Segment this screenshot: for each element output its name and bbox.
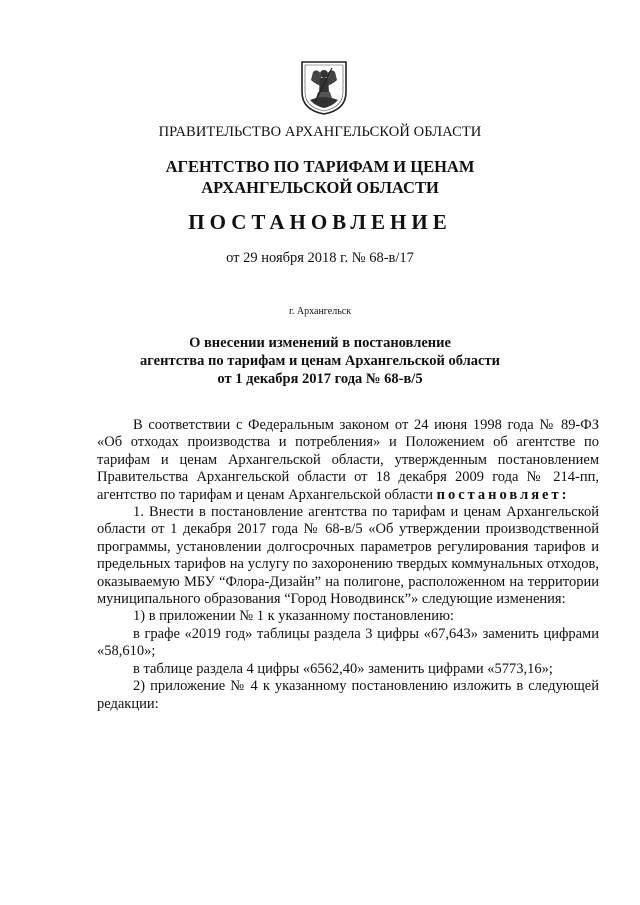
subitem-1a-paragraph: в графе «2019 год» таблицы раздела 3 цифры «67,643» заменить цифрами «58,610»; — [97, 625, 599, 660]
subitem-2-paragraph: 2) приложение № 4 к указанному постановлению изложить в следующей редакции: — [97, 678, 599, 712]
preamble-text: В соответствии с Федеральным законом от 24 июня 1998 года № 89-ФЗ «Об отходах производства и потребления» и Положением об агентстве по тарифам и ценам Архангельской области, утвержденным постановлением Правительства Архангельской области от 18 декабря 2009 года № 214-пп, агентство по тарифам и ценам Архангельской области — [97, 417, 599, 503]
subject-line: агентства по тарифам и ценам Архангельской области — [140, 353, 500, 369]
subject-line: от 1 декабря 2017 года № 68-в/5 — [217, 371, 423, 387]
preamble-paragraph — [97, 417, 599, 504]
agency-heading-line: АРХАНГЕЛЬСКОЙ ОБЛАСТИ — [201, 178, 439, 197]
item-1-paragraph: 1. Внести в постановление агентства по тарифам и ценам Архангельской области от 1 декабря 2017 года № 68-в/5 «Об утверждении производственной программы, установлении долгосрочных параметров регулирования тарифов и предельных тарифов на услугу по захоронению твердых коммунальных отходов, оказываемую МБУ “Флора-Дизайн” на полигоне, расположенном на территории муниципального образования “Город Новодвинск”» следующие изменения: — [97, 504, 599, 608]
subject-line: О внесении изменений в постановление — [189, 335, 451, 351]
government-heading: ПРАВИТЕЛЬСТВО АРХАНГЕЛЬСКОЙ ОБЛАСТИ — [158, 124, 482, 140]
document-city: г. Архангельск — [288, 306, 352, 317]
document-type-title: ПОСТАНОВЛЕНИЕ — [188, 210, 452, 234]
resolves-word: постановляет: — [436, 486, 570, 503]
subitem-1-paragraph: 1) в приложении № 1 к указанному постановлению: — [133, 608, 454, 625]
agency-heading-line: АГЕНТСТВО ПО ТАРИФАМ И ЦЕНАМ — [165, 157, 475, 176]
document-subject — [0, 334, 640, 388]
subitem-1b-paragraph: в таблице раздела 4 цифры «6562,40» заменить цифрами «5773,16»; — [133, 660, 553, 677]
document-body — [97, 417, 599, 713]
document-date-number: от 29 ноября 2018 г. № 68-в/17 — [226, 250, 414, 266]
agency-heading — [0, 156, 640, 198]
coat-of-arms-icon — [299, 58, 349, 116]
